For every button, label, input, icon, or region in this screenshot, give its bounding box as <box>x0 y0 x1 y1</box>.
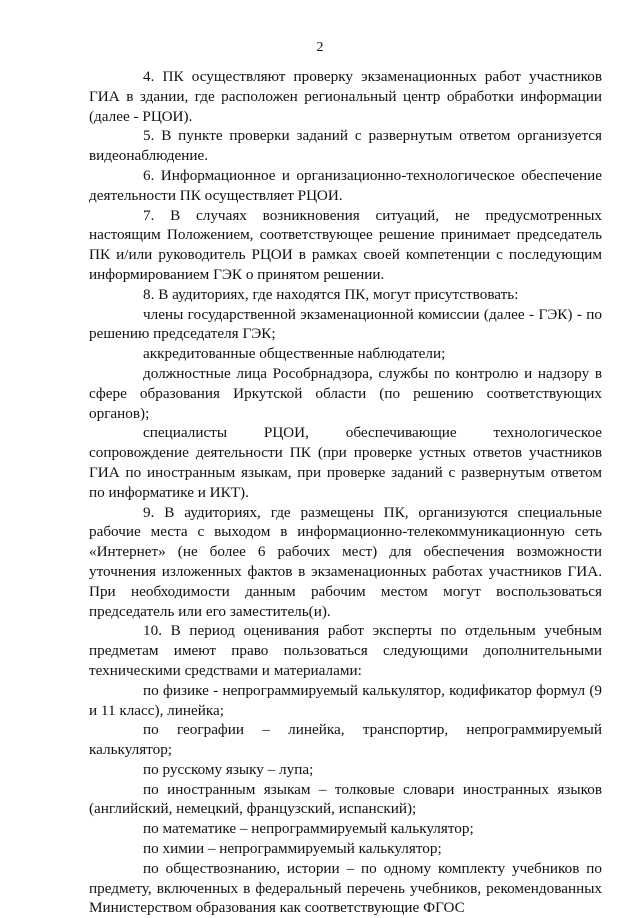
paragraph-8: 8. В аудиториях, где находятся ПК, могут присутствовать: <box>143 285 519 303</box>
paragraph-9: 9. В аудиториях, где размещены ПК, организуются специальные рабочие места с выходом в информационно-телекоммуникационную сеть «Интернет» (не более 6 рабочих мест) для обеспечения возможности уточнения изложенных фактов в экзаменационных работах участников ГИА. При необходимости данным рабочим местом могут воспользоваться председатель или его заместитель(и). <box>89 503 602 620</box>
list-item-observers: аккредитованные общественные наблюдатели; <box>143 345 446 363</box>
list-item-gek-members: члены государственной экзаменационной комиссии (далее - ГЭК) - по решению председателя ГЭК; <box>89 305 602 343</box>
paragraph-5: 5. В пункте проверки заданий с развернутым ответом организуется видеонаблюдение. <box>89 127 602 165</box>
paragraph-6: 6. Информационное и организационно-технологическое обеспечение деятельности ПК осуществляет РЦОИ. <box>89 166 602 204</box>
list-item-officials: должностные лица Рособрнадзора, службы по контролю и надзору в сфере образования Иркутской области (по решению соответствующих органов); <box>89 364 602 422</box>
document-body <box>89 67 602 918</box>
list-item-russian: по русскому языку – лупа; <box>143 760 314 778</box>
list-item-foreign-languages: по иностранным языкам – толковые словари иностранных языков (английский, немецкий, французский, испанский); <box>89 780 602 818</box>
page-number: 2 <box>316 40 324 55</box>
paragraph-10: 10. В период оценивания работ эксперты по отдельным учебным предметам имеют право пользоваться следующими дополнительными техническими средствами и материалами: <box>89 622 602 679</box>
paragraph-4: 4. ПК осуществляют проверку экзаменационных работ участников ГИА в здании, где расположен региональный центр обработки информации (далее - РЦОИ). <box>89 68 602 125</box>
list-item-geography: по географии – линейка, транспортир, непрограммируемый калькулятор; <box>89 721 602 759</box>
list-item-rcoi-specialists: специалисты РЦОИ, обеспечивающие технологическое сопровождение деятельности ПК (при проверке устных ответов участников ГИА по иностранным языкам, при проверке заданий с развернутым ответом по информатике и ИКТ). <box>89 424 602 501</box>
paragraph-7: 7. В случаях возникновения ситуаций, не предусмотренных настоящим Положением, соответствующее решение принимает председатель ПК и/или руководитель РЦОИ в рамках своей компетенции с последующим информированием ГЭК о принятом решении. <box>89 206 602 283</box>
list-item-math: по математике – непрограммируемый калькулятор; <box>143 820 474 838</box>
list-item-physics: по физике - непрограммируемый калькулятор, кодификатор формул (9 и 11 класс), линейка; <box>89 681 602 719</box>
list-item-social-history: по обществознанию, истории – по одному комплекту учебников по предмету, включенных в федеральный перечень учебников, рекомендованных Министерством образования как соответствующие ФГОС <box>89 859 602 917</box>
list-item-chemistry: по химии – непрограммируемый калькулятор; <box>143 840 442 858</box>
